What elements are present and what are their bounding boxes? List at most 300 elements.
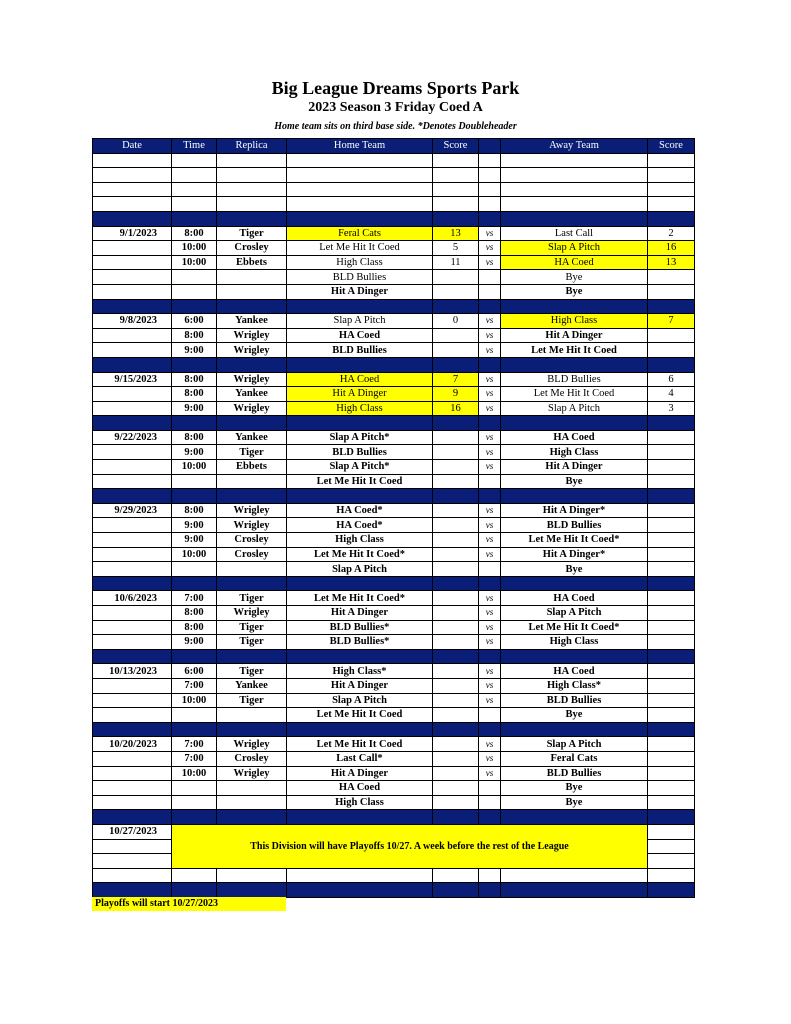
cell-replica: Wrigley xyxy=(217,737,287,752)
cell-replica: Tiger xyxy=(217,445,287,460)
cell-vs: vs xyxy=(479,255,501,270)
cell-home-team: BLD Bullies* xyxy=(287,620,433,635)
separator-cell xyxy=(93,810,172,825)
game-row xyxy=(93,606,695,621)
separator-cell xyxy=(172,649,217,664)
separator-cell xyxy=(433,211,479,226)
cell-vs: vs xyxy=(479,445,501,460)
cell-time: 7:00 xyxy=(172,591,217,606)
cell-time: 10:00 xyxy=(172,241,217,256)
playoff-notice-row xyxy=(93,824,695,839)
cell-away-team: Bye xyxy=(501,795,648,810)
cell-vs: vs xyxy=(479,460,501,475)
empty-cell xyxy=(93,182,172,197)
cell-vs: vs xyxy=(479,606,501,621)
col-header-date: Date xyxy=(93,139,172,154)
schedule-body xyxy=(93,153,695,897)
cell-away-team: HA Coed xyxy=(501,591,648,606)
cell-home-team: High Class xyxy=(287,795,433,810)
cell-vs: vs xyxy=(479,547,501,562)
cell-time: 9:00 xyxy=(172,518,217,533)
cell-time: 8:00 xyxy=(172,328,217,343)
cell-away-score: 16 xyxy=(648,241,695,256)
cell-home-score: 0 xyxy=(433,314,479,329)
empty-cell xyxy=(648,824,695,839)
empty-cell xyxy=(479,153,501,168)
game-row xyxy=(93,445,695,460)
empty-cell xyxy=(217,868,287,883)
empty-cell xyxy=(501,868,648,883)
cell-away-score xyxy=(648,606,695,621)
cell-date xyxy=(93,474,172,489)
separator-cell xyxy=(479,810,501,825)
cell-vs: vs xyxy=(479,678,501,693)
cell-time xyxy=(172,474,217,489)
separator-cell xyxy=(501,576,648,591)
separator-cell xyxy=(433,649,479,664)
game-row xyxy=(93,533,695,548)
empty-cell xyxy=(217,153,287,168)
cell-time: 8:00 xyxy=(172,387,217,402)
separator-cell xyxy=(287,576,433,591)
cell-home-team: Slap A Pitch xyxy=(287,693,433,708)
schedule-table xyxy=(92,138,695,898)
cell-away-score xyxy=(648,328,695,343)
separator-cell xyxy=(501,883,648,898)
cell-date xyxy=(93,533,172,548)
cell-away-team: HA Coed xyxy=(501,664,648,679)
col-header-time: Time xyxy=(172,139,217,154)
empty-cell xyxy=(93,168,172,183)
cell-away-score xyxy=(648,270,695,285)
cell-home-team: Hit A Dinger xyxy=(287,606,433,621)
cell-away-team: Bye xyxy=(501,562,648,577)
cell-home-score xyxy=(433,503,479,518)
separator-cell xyxy=(172,416,217,431)
empty-cell xyxy=(287,153,433,168)
cell-replica: Crosley xyxy=(217,241,287,256)
cell-date xyxy=(93,270,172,285)
col-header-home-team: Home Team xyxy=(287,139,433,154)
separator-cell xyxy=(433,299,479,314)
cell-home-team: Let Me Hit It Coed xyxy=(287,708,433,723)
cell-time: 10:00 xyxy=(172,547,217,562)
separator-cell xyxy=(479,416,501,431)
separator-cell xyxy=(287,649,433,664)
empty-cell xyxy=(648,854,695,869)
cell-date: 9/15/2023 xyxy=(93,372,172,387)
cell-replica: Tiger xyxy=(217,226,287,241)
cell-home-score xyxy=(433,460,479,475)
separator-cell xyxy=(93,299,172,314)
cell-vs xyxy=(479,781,501,796)
cell-time: 9:00 xyxy=(172,401,217,416)
separator-cell xyxy=(433,416,479,431)
cell-vs: vs xyxy=(479,372,501,387)
cell-away-score xyxy=(648,474,695,489)
cell-vs: vs xyxy=(479,591,501,606)
cell-time xyxy=(172,562,217,577)
cell-time: 6:00 xyxy=(172,314,217,329)
cell-away-team: Slap A Pitch xyxy=(501,737,648,752)
empty-cell xyxy=(479,868,501,883)
empty-cell xyxy=(501,153,648,168)
separator-cell xyxy=(479,299,501,314)
cell-date xyxy=(93,547,172,562)
cell-vs: vs xyxy=(479,401,501,416)
cell-away-score: 4 xyxy=(648,387,695,402)
separator-cell xyxy=(433,810,479,825)
cell-time: 9:00 xyxy=(172,445,217,460)
separator-cell xyxy=(433,883,479,898)
cell-home-team: Let Me Hit It Coed xyxy=(287,737,433,752)
cell-replica xyxy=(217,270,287,285)
cell-replica xyxy=(217,781,287,796)
cell-date: 9/1/2023 xyxy=(93,226,172,241)
separator-cell xyxy=(217,211,287,226)
separator-cell xyxy=(479,211,501,226)
playoff-notice: This Division will have Playoffs 10/27. A week before the rest of the League xyxy=(172,824,648,868)
cell-away-score xyxy=(648,664,695,679)
cell-time: 7:00 xyxy=(172,737,217,752)
separator-cell xyxy=(433,357,479,372)
cell-home-score: 16 xyxy=(433,401,479,416)
game-row xyxy=(93,766,695,781)
game-row xyxy=(93,255,695,270)
separator-cell xyxy=(172,357,217,372)
cell-home-score xyxy=(433,781,479,796)
cell-time: 8:00 xyxy=(172,503,217,518)
cell-away-score xyxy=(648,751,695,766)
cell-vs xyxy=(479,270,501,285)
separator-cell xyxy=(479,357,501,372)
cell-away-team: Let Me Hit It Coed* xyxy=(501,533,648,548)
week-separator-row xyxy=(93,810,695,825)
page-title: Big League Dreams Sports Park xyxy=(271,78,520,98)
empty-row xyxy=(93,182,695,197)
empty-cell xyxy=(287,197,433,212)
cell-away-score: 13 xyxy=(648,255,695,270)
separator-cell xyxy=(217,722,287,737)
cell-replica xyxy=(217,562,287,577)
cell-vs: vs xyxy=(479,693,501,708)
cell-vs xyxy=(479,708,501,723)
separator-cell xyxy=(648,489,695,504)
cell-date: 9/29/2023 xyxy=(93,503,172,518)
cell-time xyxy=(172,795,217,810)
game-row xyxy=(93,620,695,635)
cell-home-team: Slap A Pitch* xyxy=(287,430,433,445)
cell-away-score xyxy=(648,460,695,475)
separator-cell xyxy=(479,722,501,737)
cell-replica: Yankee xyxy=(217,314,287,329)
cell-home-score xyxy=(433,591,479,606)
cell-time xyxy=(172,708,217,723)
cell-date xyxy=(93,328,172,343)
cell-replica xyxy=(217,708,287,723)
empty-cell xyxy=(217,197,287,212)
cell-away-team: BLD Bullies xyxy=(501,372,648,387)
empty-cell xyxy=(93,153,172,168)
cell-date xyxy=(93,255,172,270)
cell-home-team: Let Me Hit It Coed* xyxy=(287,591,433,606)
cell-date: 10/6/2023 xyxy=(93,591,172,606)
cell-time: 8:00 xyxy=(172,606,217,621)
week-separator-row xyxy=(93,883,695,898)
cell-date xyxy=(93,401,172,416)
cell-vs: vs xyxy=(479,766,501,781)
separator-cell xyxy=(287,489,433,504)
cell-away-score xyxy=(648,795,695,810)
cell-home-team: BLD Bullies xyxy=(287,445,433,460)
separator-cell xyxy=(287,357,433,372)
cell-date xyxy=(93,708,172,723)
col-header-away-score: Score xyxy=(648,139,695,154)
week-separator-row xyxy=(93,649,695,664)
separator-cell xyxy=(648,810,695,825)
game-row xyxy=(93,430,695,445)
cell-home-score xyxy=(433,562,479,577)
week-separator-row xyxy=(93,211,695,226)
schedule-note: Home team sits on third base side. *Denotes Doubleheader xyxy=(274,121,517,132)
cell-away-team: BLD Bullies xyxy=(501,518,648,533)
game-row xyxy=(93,591,695,606)
game-row xyxy=(93,226,695,241)
cell-replica: Wrigley xyxy=(217,503,287,518)
cell-date: 10/13/2023 xyxy=(93,664,172,679)
cell-replica: Tiger xyxy=(217,591,287,606)
cell-vs: vs xyxy=(479,737,501,752)
cell-home-score xyxy=(433,328,479,343)
game-row xyxy=(93,503,695,518)
cell-time xyxy=(172,284,217,299)
cell-home-score xyxy=(433,284,479,299)
cell-replica: Crosley xyxy=(217,547,287,562)
cell-away-score xyxy=(648,693,695,708)
week-separator-row xyxy=(93,357,695,372)
separator-cell xyxy=(501,211,648,226)
game-row xyxy=(93,401,695,416)
cell-away-team: High Class xyxy=(501,314,648,329)
col-header-vs xyxy=(479,139,501,154)
cell-replica: Wrigley xyxy=(217,401,287,416)
cell-away-score xyxy=(648,766,695,781)
separator-cell xyxy=(93,489,172,504)
separator-cell xyxy=(217,416,287,431)
separator-cell xyxy=(217,810,287,825)
empty-cell xyxy=(217,168,287,183)
empty-cell xyxy=(217,182,287,197)
cell-vs: vs xyxy=(479,430,501,445)
cell-home-team: High Class xyxy=(287,401,433,416)
game-row xyxy=(93,460,695,475)
empty-cell xyxy=(648,839,695,854)
cell-home-team: High Class* xyxy=(287,664,433,679)
cell-away-team: High Class xyxy=(501,445,648,460)
cell-home-score xyxy=(433,751,479,766)
separator-cell xyxy=(648,299,695,314)
separator-cell xyxy=(433,576,479,591)
cell-home-score xyxy=(433,678,479,693)
empty-cell xyxy=(433,168,479,183)
cell-vs: vs xyxy=(479,328,501,343)
cell-away-team: HA Coed xyxy=(501,255,648,270)
separator-cell xyxy=(172,883,217,898)
empty-cell xyxy=(433,868,479,883)
cell-home-team: BLD Bullies* xyxy=(287,635,433,650)
cell-away-score xyxy=(648,737,695,752)
empty-cell xyxy=(501,168,648,183)
cell-date xyxy=(93,781,172,796)
col-header-home-score: Score xyxy=(433,139,479,154)
game-row xyxy=(93,737,695,752)
cell-away-score xyxy=(648,678,695,693)
empty-row xyxy=(93,168,695,183)
cell-home-score xyxy=(433,518,479,533)
empty-cell xyxy=(93,854,172,869)
game-row xyxy=(93,387,695,402)
empty-cell xyxy=(501,182,648,197)
cell-vs: vs xyxy=(479,751,501,766)
cell-time: 8:00 xyxy=(172,620,217,635)
cell-home-score xyxy=(433,708,479,723)
game-row xyxy=(93,781,695,796)
cell-home-score xyxy=(433,620,479,635)
cell-home-score xyxy=(433,606,479,621)
cell-away-team: Slap A Pitch xyxy=(501,401,648,416)
separator-cell xyxy=(172,489,217,504)
cell-away-score xyxy=(648,445,695,460)
cell-away-score xyxy=(648,591,695,606)
cell-time: 10:00 xyxy=(172,693,217,708)
cell-date: 10/27/2023 xyxy=(93,824,172,839)
separator-cell xyxy=(217,357,287,372)
cell-replica: Wrigley xyxy=(217,606,287,621)
cell-away-team: Let Me Hit It Coed xyxy=(501,343,648,358)
cell-replica xyxy=(217,795,287,810)
separator-cell xyxy=(93,649,172,664)
cell-time: 10:00 xyxy=(172,255,217,270)
cell-time: 8:00 xyxy=(172,430,217,445)
separator-cell xyxy=(501,357,648,372)
game-row xyxy=(93,284,695,299)
cell-replica: Crosley xyxy=(217,533,287,548)
separator-cell xyxy=(93,576,172,591)
cell-home-team: Feral Cats xyxy=(287,226,433,241)
game-row xyxy=(93,635,695,650)
cell-vs: vs xyxy=(479,226,501,241)
empty-cell xyxy=(172,197,217,212)
cell-replica: Wrigley xyxy=(217,328,287,343)
game-row xyxy=(93,270,695,285)
week-separator-row xyxy=(93,299,695,314)
separator-cell xyxy=(217,299,287,314)
cell-vs: vs xyxy=(479,620,501,635)
cell-replica: Tiger xyxy=(217,664,287,679)
cell-date xyxy=(93,387,172,402)
cell-time: 8:00 xyxy=(172,372,217,387)
cell-away-team: Let Me Hit It Coed xyxy=(501,387,648,402)
game-row xyxy=(93,328,695,343)
week-separator-row xyxy=(93,722,695,737)
empty-cell xyxy=(648,197,695,212)
game-row xyxy=(93,547,695,562)
separator-cell xyxy=(217,489,287,504)
empty-cell xyxy=(433,197,479,212)
cell-time: 9:00 xyxy=(172,635,217,650)
empty-cell xyxy=(93,868,172,883)
separator-cell xyxy=(217,883,287,898)
cell-away-score xyxy=(648,430,695,445)
game-row xyxy=(93,664,695,679)
cell-home-score xyxy=(433,737,479,752)
cell-vs xyxy=(479,795,501,810)
cell-away-score xyxy=(648,781,695,796)
cell-home-score xyxy=(433,693,479,708)
cell-date xyxy=(93,518,172,533)
cell-vs xyxy=(479,474,501,489)
cell-home-team: BLD Bullies xyxy=(287,270,433,285)
cell-home-team: HA Coed* xyxy=(287,503,433,518)
cell-date xyxy=(93,751,172,766)
cell-away-score: 3 xyxy=(648,401,695,416)
separator-cell xyxy=(479,649,501,664)
separator-cell xyxy=(93,883,172,898)
empty-cell xyxy=(93,197,172,212)
cell-replica: Yankee xyxy=(217,430,287,445)
cell-replica: Ebbets xyxy=(217,255,287,270)
empty-cell xyxy=(287,182,433,197)
cell-time xyxy=(172,270,217,285)
cell-home-score xyxy=(433,795,479,810)
cell-home-score xyxy=(433,547,479,562)
cell-home-score xyxy=(433,664,479,679)
empty-cell xyxy=(93,839,172,854)
empty-row xyxy=(93,153,695,168)
empty-cell xyxy=(172,182,217,197)
week-separator-row xyxy=(93,489,695,504)
separator-cell xyxy=(479,489,501,504)
cell-vs: vs xyxy=(479,518,501,533)
cell-vs: vs xyxy=(479,241,501,256)
separator-cell xyxy=(217,649,287,664)
cell-home-score xyxy=(433,474,479,489)
cell-away-score xyxy=(648,562,695,577)
separator-cell xyxy=(648,649,695,664)
cell-away-score xyxy=(648,708,695,723)
cell-home-team: Let Me Hit It Coed xyxy=(287,241,433,256)
cell-vs: vs xyxy=(479,533,501,548)
cell-date xyxy=(93,635,172,650)
week-separator-row xyxy=(93,416,695,431)
cell-time: 8:00 xyxy=(172,226,217,241)
cell-away-team: Slap A Pitch xyxy=(501,606,648,621)
cell-home-team: Let Me Hit It Coed* xyxy=(287,547,433,562)
separator-cell xyxy=(93,357,172,372)
game-row xyxy=(93,693,695,708)
cell-home-team: Hit A Dinger xyxy=(287,766,433,781)
playoffs-note: Playoffs will start 10/27/2023 xyxy=(92,897,286,911)
separator-cell xyxy=(287,810,433,825)
game-row xyxy=(93,708,695,723)
separator-cell xyxy=(172,211,217,226)
cell-date xyxy=(93,606,172,621)
empty-cell xyxy=(479,182,501,197)
cell-away-team: Hit A Dinger xyxy=(501,460,648,475)
page-subtitle: 2023 Season 3 Friday Coed A xyxy=(308,100,483,115)
cell-date xyxy=(93,241,172,256)
col-header-replica: Replica xyxy=(217,139,287,154)
